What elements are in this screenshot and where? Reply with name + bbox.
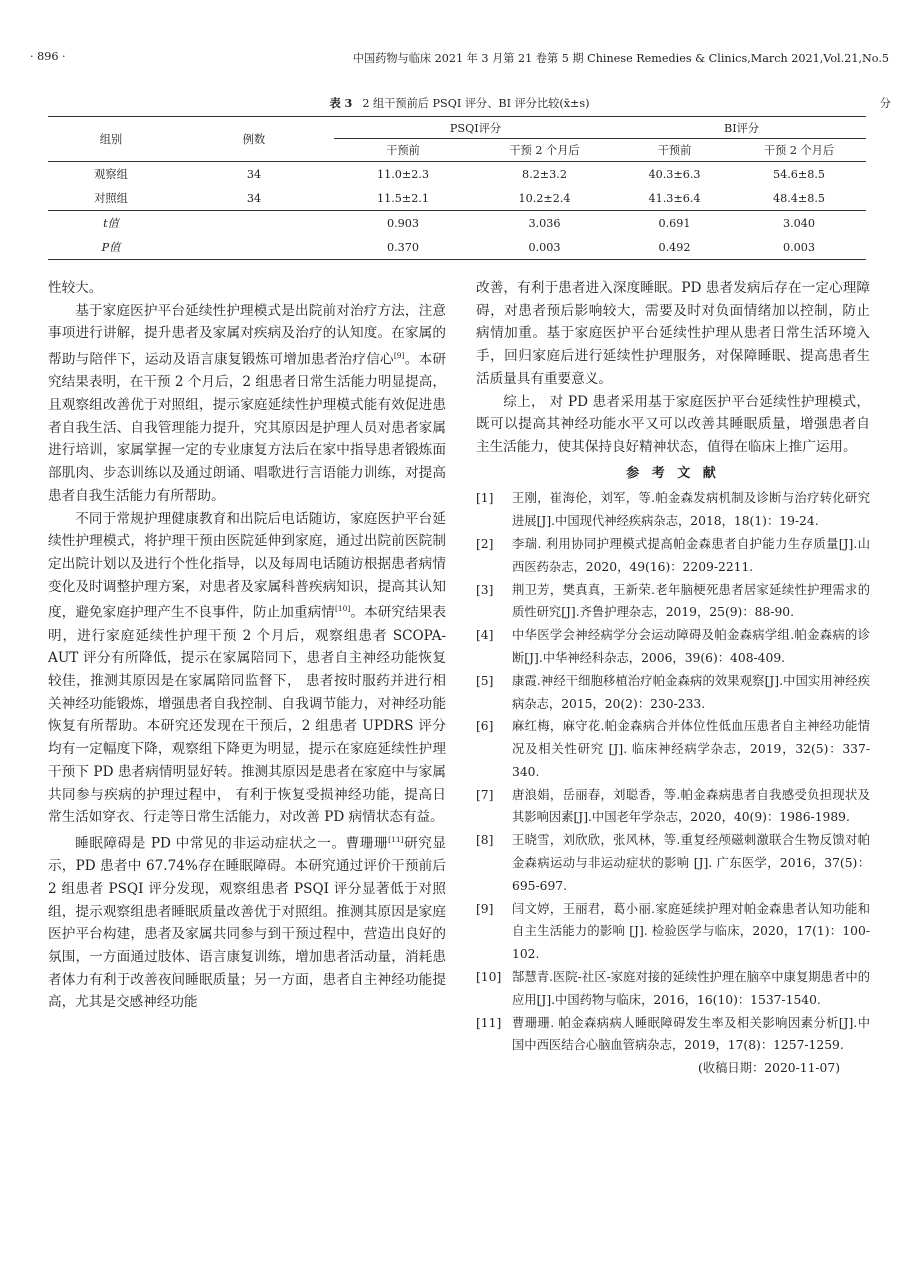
reference-number: [2]	[476, 536, 494, 551]
reference-text: 王刚，崔海伦，刘军，等.帕金森发病机制及诊断与治疗转化研究进展[J].中国现代神经疾病杂志，2018，18(1)：19-24.	[512, 491, 870, 529]
page-number: · 896 ·	[30, 50, 66, 63]
cell-bi-after: 54.6±8.5	[772, 167, 826, 181]
cell-psqi-after: 10.2±2.4	[518, 191, 571, 205]
reference-text: 荆卫芳，樊真真，王新荣.老年脑梗死患者居家延续性护理需求的质性研究[J].齐鲁护理杂志，2019，25(9)：88-90.	[512, 582, 870, 620]
table-row	[48, 211, 866, 236]
cell-bi-before: 0.691	[617, 211, 732, 236]
cell-psqi-before: 0.370	[334, 235, 472, 260]
cell-bi-after: 3.040	[732, 211, 866, 236]
reference-text: 曹珊珊. 帕金森病病人睡眠障碍发生率及相关影响因素分析[J].中国中西医结合心脑血管病杂志，2019，17(8)：1257-1259.	[512, 1015, 870, 1053]
paragraph: 不同于常规护理健康教育和出院后电话随访，家庭医护平台延续性护理模式，将护理干预由医院延伸到家庭，通过出院前医院制定出院计划以及进行个性化指导，以及每周电话随访根据患者病情变化及时调整护理方案，对患者及家属科普疾病知识，提高其认知度，避免家庭护理产生不良事件，防止加重病情[10]。本研究结果表明，进行家庭延续性护理干预 2 个月后，观察组患者 SCOPA-AUT 评分有所降低，提示在家属陪同下，患者自主神经功能恢复较佳，推测其原因是在家属陪同监督下， 患者按时服药并进行相关神经功能锻炼，增强患者自我控制、自我调节能力，对神经功能恢复有所帮助。本研究还发现在干预后，2 组患者 UPDRS 评分均有一定幅度下降，观察组下降更为明显，提示在家庭延续性护理干预下 PD 患者病情明显好转。推测其原因是患者在家庭中与家属共同参与疾病的护理过程中， 有利于恢复受损神经功能，提高日常生活如穿衣、行走等日常生活能力，对改善 PD 病情状态有益。	[48, 510, 447, 826]
row-label: 观察组	[94, 168, 128, 181]
cell-n: 34	[246, 167, 262, 181]
header-psqi-after: 干预 2 个月后	[472, 139, 617, 162]
received-date: (收稿日期：2020-11-07)	[698, 1061, 840, 1076]
reference-item	[476, 624, 870, 670]
cell-bi-after: 0.003	[732, 235, 866, 260]
paragraph: 睡眠障碍是 PD 中常见的非运动症状之一。曹珊珊[11]研究显示，PD 患者中 67.74%存在睡眠障碍。本研究通过评价干预前后 2 组患者 PSQI 评分发现，观察组患者 PSQI 评分显著低于对照组，提示观察组患者睡眠质量改善优于对照组。推测其原因是家庭医护平台构建，患者及家属共同参与到干预过程中，营造出良好的氛围，一方面通过肢体、语言康复训练，增加患者活动量，消耗患者体力有利于改善夜间睡眠质量；另一方面，患者自主神经功能提高，尤其是交感神经功能	[48, 834, 446, 1011]
reference-number: [10]	[476, 970, 502, 985]
cell-psqi-before: 0.903	[334, 211, 472, 236]
header-psqi-before: 干预前	[334, 139, 472, 162]
cell-n	[174, 235, 334, 260]
reference-number: [3]	[476, 582, 494, 597]
reference-number: [9]	[476, 901, 494, 916]
cell-psqi-after: 8.2±3.2	[522, 167, 567, 181]
references-heading: 参 考 文 献	[626, 465, 720, 481]
running-header	[30, 50, 889, 68]
reference-item	[476, 533, 870, 579]
table-row	[48, 235, 866, 260]
reference-item	[476, 670, 870, 716]
reference-text: 李瑞. 利用协同护理模式提高帕金森患者自护能力生存质量[J].山西医药杂志，2020，49(16)：2209-2211.	[512, 536, 870, 574]
reference-number: [8]	[476, 833, 494, 848]
cell-n: 34	[246, 191, 262, 205]
header-psqi: PSQI评分	[334, 117, 617, 139]
reference-text: 中华医学会神经病学分会运动障碍及帕金森病学组.帕金森病的诊断[J].中华神经科杂志，2006，39(6)：408-409.	[512, 628, 870, 665]
reference-text: 唐浪娟，岳丽春，刘聪香，等.帕金森病患者自我感受负担现状及其影响因素[J].中国老年学杂志，2020，40(9)：1986-1989.	[512, 787, 870, 825]
reference-item	[476, 829, 870, 897]
right-column	[476, 277, 870, 1080]
reference-number: [6]	[476, 719, 494, 734]
header-bi: BI评分	[617, 117, 866, 139]
paragraph: 性较大。	[48, 280, 103, 296]
reference-number: [1]	[476, 491, 494, 506]
reference-text: 王晓雪，刘欣欣，张风林，等.重复经颅磁刺激联合生物反馈对帕金森病运动与非运动症状的影响 [J]. 广东医学，2016，37(5)：695-697.	[512, 833, 870, 893]
table-row	[48, 162, 866, 187]
left-column	[48, 277, 446, 1014]
reference-list	[476, 487, 870, 1057]
reference-item	[476, 966, 870, 1012]
header-bi-after: 干预 2 个月后	[732, 139, 866, 162]
reference-text: 闫文婷，王丽君，葛小丽.家庭延续护理对帕金森患者认知功能和自主生活能力的影响 [J]. 检验医学与临床，2020，17(1)：100-102.	[512, 901, 870, 962]
reference-number: [4]	[476, 628, 494, 643]
reference-item	[476, 579, 870, 625]
reference-item	[476, 715, 870, 783]
row-label: t值	[48, 211, 174, 236]
paragraph: 改善，有利于患者进入深度睡眠。PD 患者发病后存在一定心理障碍，对患者预后影响较大，需要及时对负面情绪加以控制，防止病情加重。基于家庭医护平台延续性护理从患者日常生活环境入手，回归家庭后进行延续性护理服务，对保障睡眠、提高患者生活质量具有重要意义。	[476, 280, 870, 387]
reference-item	[476, 1012, 870, 1058]
reference-number: [11]	[476, 1015, 502, 1030]
reference-number: [5]	[476, 673, 494, 688]
cell-psqi-after: 0.003	[472, 235, 617, 260]
table-label: 表 3	[329, 96, 353, 110]
reference-item	[476, 898, 870, 966]
table-unit: 分	[879, 97, 891, 110]
cell-psqi-before: 11.0±2.3	[376, 167, 430, 181]
cell-psqi-after: 3.036	[472, 211, 617, 236]
journal-title: 中国药物与临床 2021 年 3 月第 21 卷第 5 期 Chinese Remedies & Clinics,March 2021,Vol.21,No.5	[352, 52, 889, 65]
cell-bi-before: 0.492	[617, 235, 732, 260]
reference-text: 康霞.神经干细胞移植治疗帕金森病的效果观察[J].中国实用神经疾病杂志，2015，20(2)：230-233.	[512, 673, 870, 711]
cell-n	[174, 211, 334, 236]
citation: [9]	[393, 351, 405, 361]
table-caption	[48, 95, 891, 111]
results-table	[48, 116, 866, 260]
paragraph: 基于家庭医护平台延续性护理模式是出院前对治疗方法，注意事项进行讲解，提升患者及家属对疾病及治疗的认知度。在家属的帮助与陪伴下，运动及语言康复锻炼可增加患者治疗信心[9]。本研究结果表明，在干预 2 个月后，2 组患者日常生活能力明显提高，且观察组改善优于对照组，提示家庭延续性护理模式能有效促进患者自我生活、自我管理能力提升，究其原因是护理人员对患者家属进行培训，家属掌握一定的专业康复方法后在家中指导患者锻炼面部肌肉、步态训练以及通过朗诵、唱歌进行言语能力训练，对提高患者自我生活能力有所帮助。	[48, 302, 447, 504]
table-caption-text: 2 组干预前后 PSQI 评分、BI 评分比较(x̄±s)	[362, 97, 590, 110]
paragraph: 综上， 对 PD 患者采用基于家庭医护平台延续性护理模式， 既可以提高其神经功能水平又可以改善其睡眠质量，增强患者自主生活能力，使其保持良好精神状态，值得在临床上推广运用。	[476, 393, 870, 455]
reference-item	[476, 487, 870, 533]
row-label: 对照组	[94, 192, 128, 205]
cell-bi-after: 48.4±8.5	[772, 191, 826, 205]
row-label: P值	[48, 235, 174, 260]
cell-bi-before: 40.3±6.3	[648, 167, 701, 181]
header-bi-before: 干预前	[617, 139, 732, 162]
cell-psqi-before: 11.5±2.1	[376, 191, 430, 205]
reference-number: [7]	[476, 787, 494, 802]
table-row	[48, 186, 866, 211]
reference-text: 麻红梅，麻守花.帕金森病合并体位性低血压患者自主神经功能情况及相关性研究 [J]. 临床神经病学杂志，2019，32(5)：337-340.	[512, 719, 870, 779]
header-count: 例数	[174, 117, 334, 162]
header-group: 组别	[48, 117, 174, 162]
cell-bi-before: 41.3±6.4	[648, 191, 701, 205]
reference-item	[476, 784, 870, 830]
citation: [11]	[388, 834, 404, 844]
citation: [10]	[334, 604, 351, 614]
reference-text: 郜慧青.医院-社区-家庭对接的延续性护理在脑卒中康复期患者中的应用[J].中国药物与临床，2016，16(10)：1537-1540.	[512, 970, 870, 1007]
